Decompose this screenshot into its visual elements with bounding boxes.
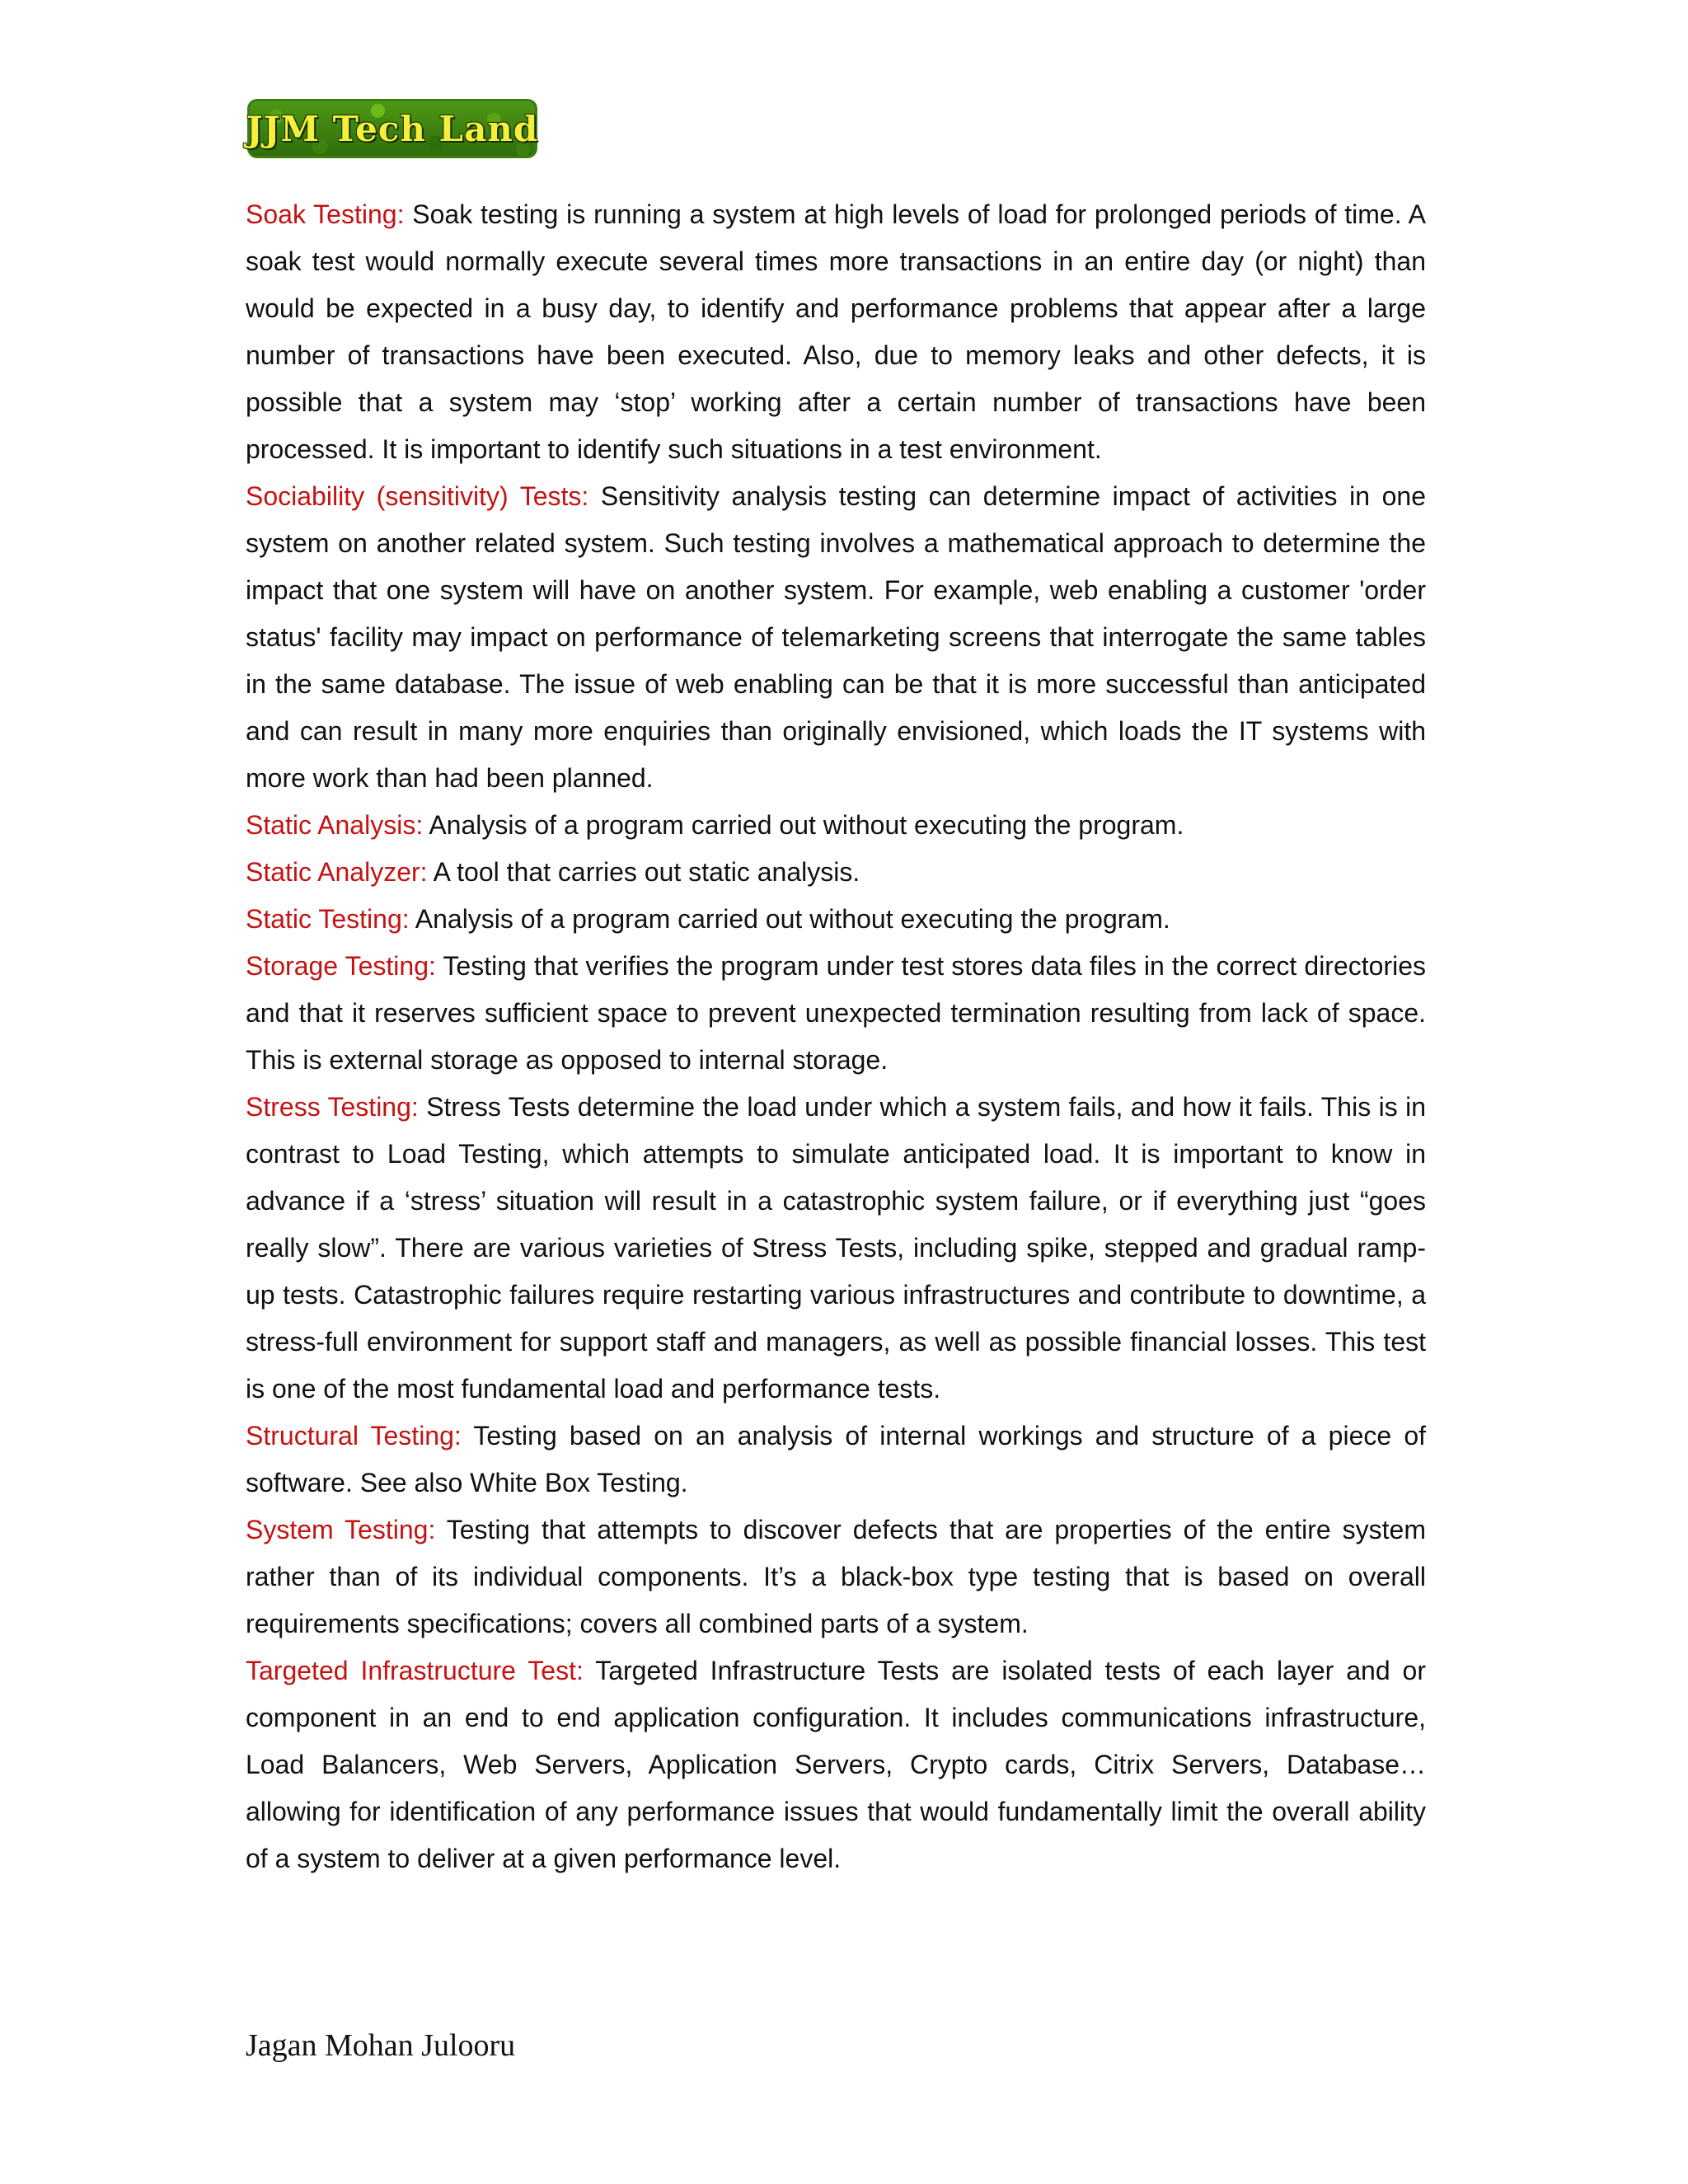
term-static-testing: Static Testing: <box>246 904 410 934</box>
term-soak-testing: Soak Testing: <box>246 199 405 229</box>
definition-static-testing: Analysis of a program carried out without executing the program. <box>409 904 1170 934</box>
glossary-entry-storage-testing <box>246 943 1426 1084</box>
glossary-entry-sociability-tests <box>246 473 1426 802</box>
definition-structural-testing: Testing based on an analysis of internal workings and structure of a piece of software. See also White Box Testing. <box>246 1421 1426 1497</box>
footer-author: Jagan Mohan Julooru <box>246 2028 516 2063</box>
definition-static-analyzer: A tool that carries out static analysis. <box>427 857 860 887</box>
definition-targeted-infrastructure-test: Targeted Infrastructure Tests are isolated tests of each layer and or component in an end to end application configuration. It includes communications infrastructure, Load Balancers, Web Servers, Application Servers, Crypto cards, Citrix Servers, Database… allowing for identification of any performance issues that would fundamentally limit the overall ability of a system to deliver at a given performance level. <box>246 1656 1427 1873</box>
term-sociability-tests: Sociability (sensitivity) Tests: <box>246 481 589 511</box>
term-targeted-infrastructure-test: Targeted Infrastructure Test: <box>246 1656 584 1685</box>
glossary-entry-system-testing <box>246 1507 1426 1647</box>
glossary-content <box>246 191 1426 1882</box>
logo-text: JJM Tech Land <box>246 108 539 149</box>
glossary-entry-targeted-infrastructure-test <box>246 1647 1426 1882</box>
logo <box>247 99 537 158</box>
definition-storage-testing: Testing that verifies the program under test stores data files in the correct directories and that it reserves sufficient space to prevent unexpected termination resulting from lack of space. This is external storage as opposed to internal storage. <box>246 951 1427 1075</box>
term-static-analyzer: Static Analyzer: <box>246 857 428 887</box>
glossary-entry-static-testing <box>246 896 1426 943</box>
glossary-entry-structural-testing <box>246 1413 1426 1507</box>
definition-system-testing: Testing that attempts to discover defects that are properties of the entire system rather than of its individual components. It’s a black-box type testing that is based on overall requirements specifications; covers all combined parts of a system. <box>246 1515 1427 1638</box>
definition-stress-testing: Stress Tests determine the load under which a system fails, and how it fails. This is in contrast to Load Testing, which attempts to simulate anticipated load. It is important to know in advance if a ‘stress’ situation will result in a catastrophic system failure, or if everything just “goes really slow”. There are various varieties of Stress Tests, including spike, stepped and gradual ramp-up tests. Catastrophic failures require restarting various infrastructures and contribute to downtime, a stress-full environment for support staff and managers, as well as possible financial losses. This test is one of the most fundamental load and performance tests. <box>246 1092 1427 1404</box>
term-storage-testing: Storage Testing: <box>246 951 436 981</box>
glossary-entry-stress-testing <box>246 1084 1426 1413</box>
definition-sociability-tests: Sensitivity analysis testing can determine impact of activities in one system on another related system. Such testing involves a mathematical approach to determine the impact that one system will have on another system. For example, web enabling a customer 'order status' facility may impact on performance of telemarketing screens that interrogate the same tables in the same database. The issue of web enabling can be that it is more successful than anticipated and can result in many more enquiries than originally envisioned, which loads the IT systems with more work than had been planned. <box>246 481 1427 793</box>
term-system-testing: System Testing: <box>246 1515 436 1544</box>
definition-soak-testing: Soak testing is running a system at high levels of load for prolonged periods of time. A soak test would normally execute several times more transactions in an entire day (or night) than would be expected in a busy day, to identify and performance problems that appear after a large number of transactions have been executed. Also, due to memory leaks and other defects, it is possible that a system may ‘stop’ working after a certain number of transactions have been processed. It is important to identify such situations in a test environment. <box>246 199 1427 464</box>
glossary-entry-static-analyzer <box>246 849 1426 896</box>
definition-static-analysis: Analysis of a program carried out without executing the program. <box>423 810 1184 840</box>
term-static-analysis: Static Analysis: <box>246 810 424 840</box>
glossary-entry-static-analysis <box>246 802 1426 849</box>
glossary-entry-soak-testing <box>246 191 1426 473</box>
term-stress-testing: Stress Testing: <box>246 1092 419 1122</box>
term-structural-testing: Structural Testing: <box>246 1421 462 1451</box>
